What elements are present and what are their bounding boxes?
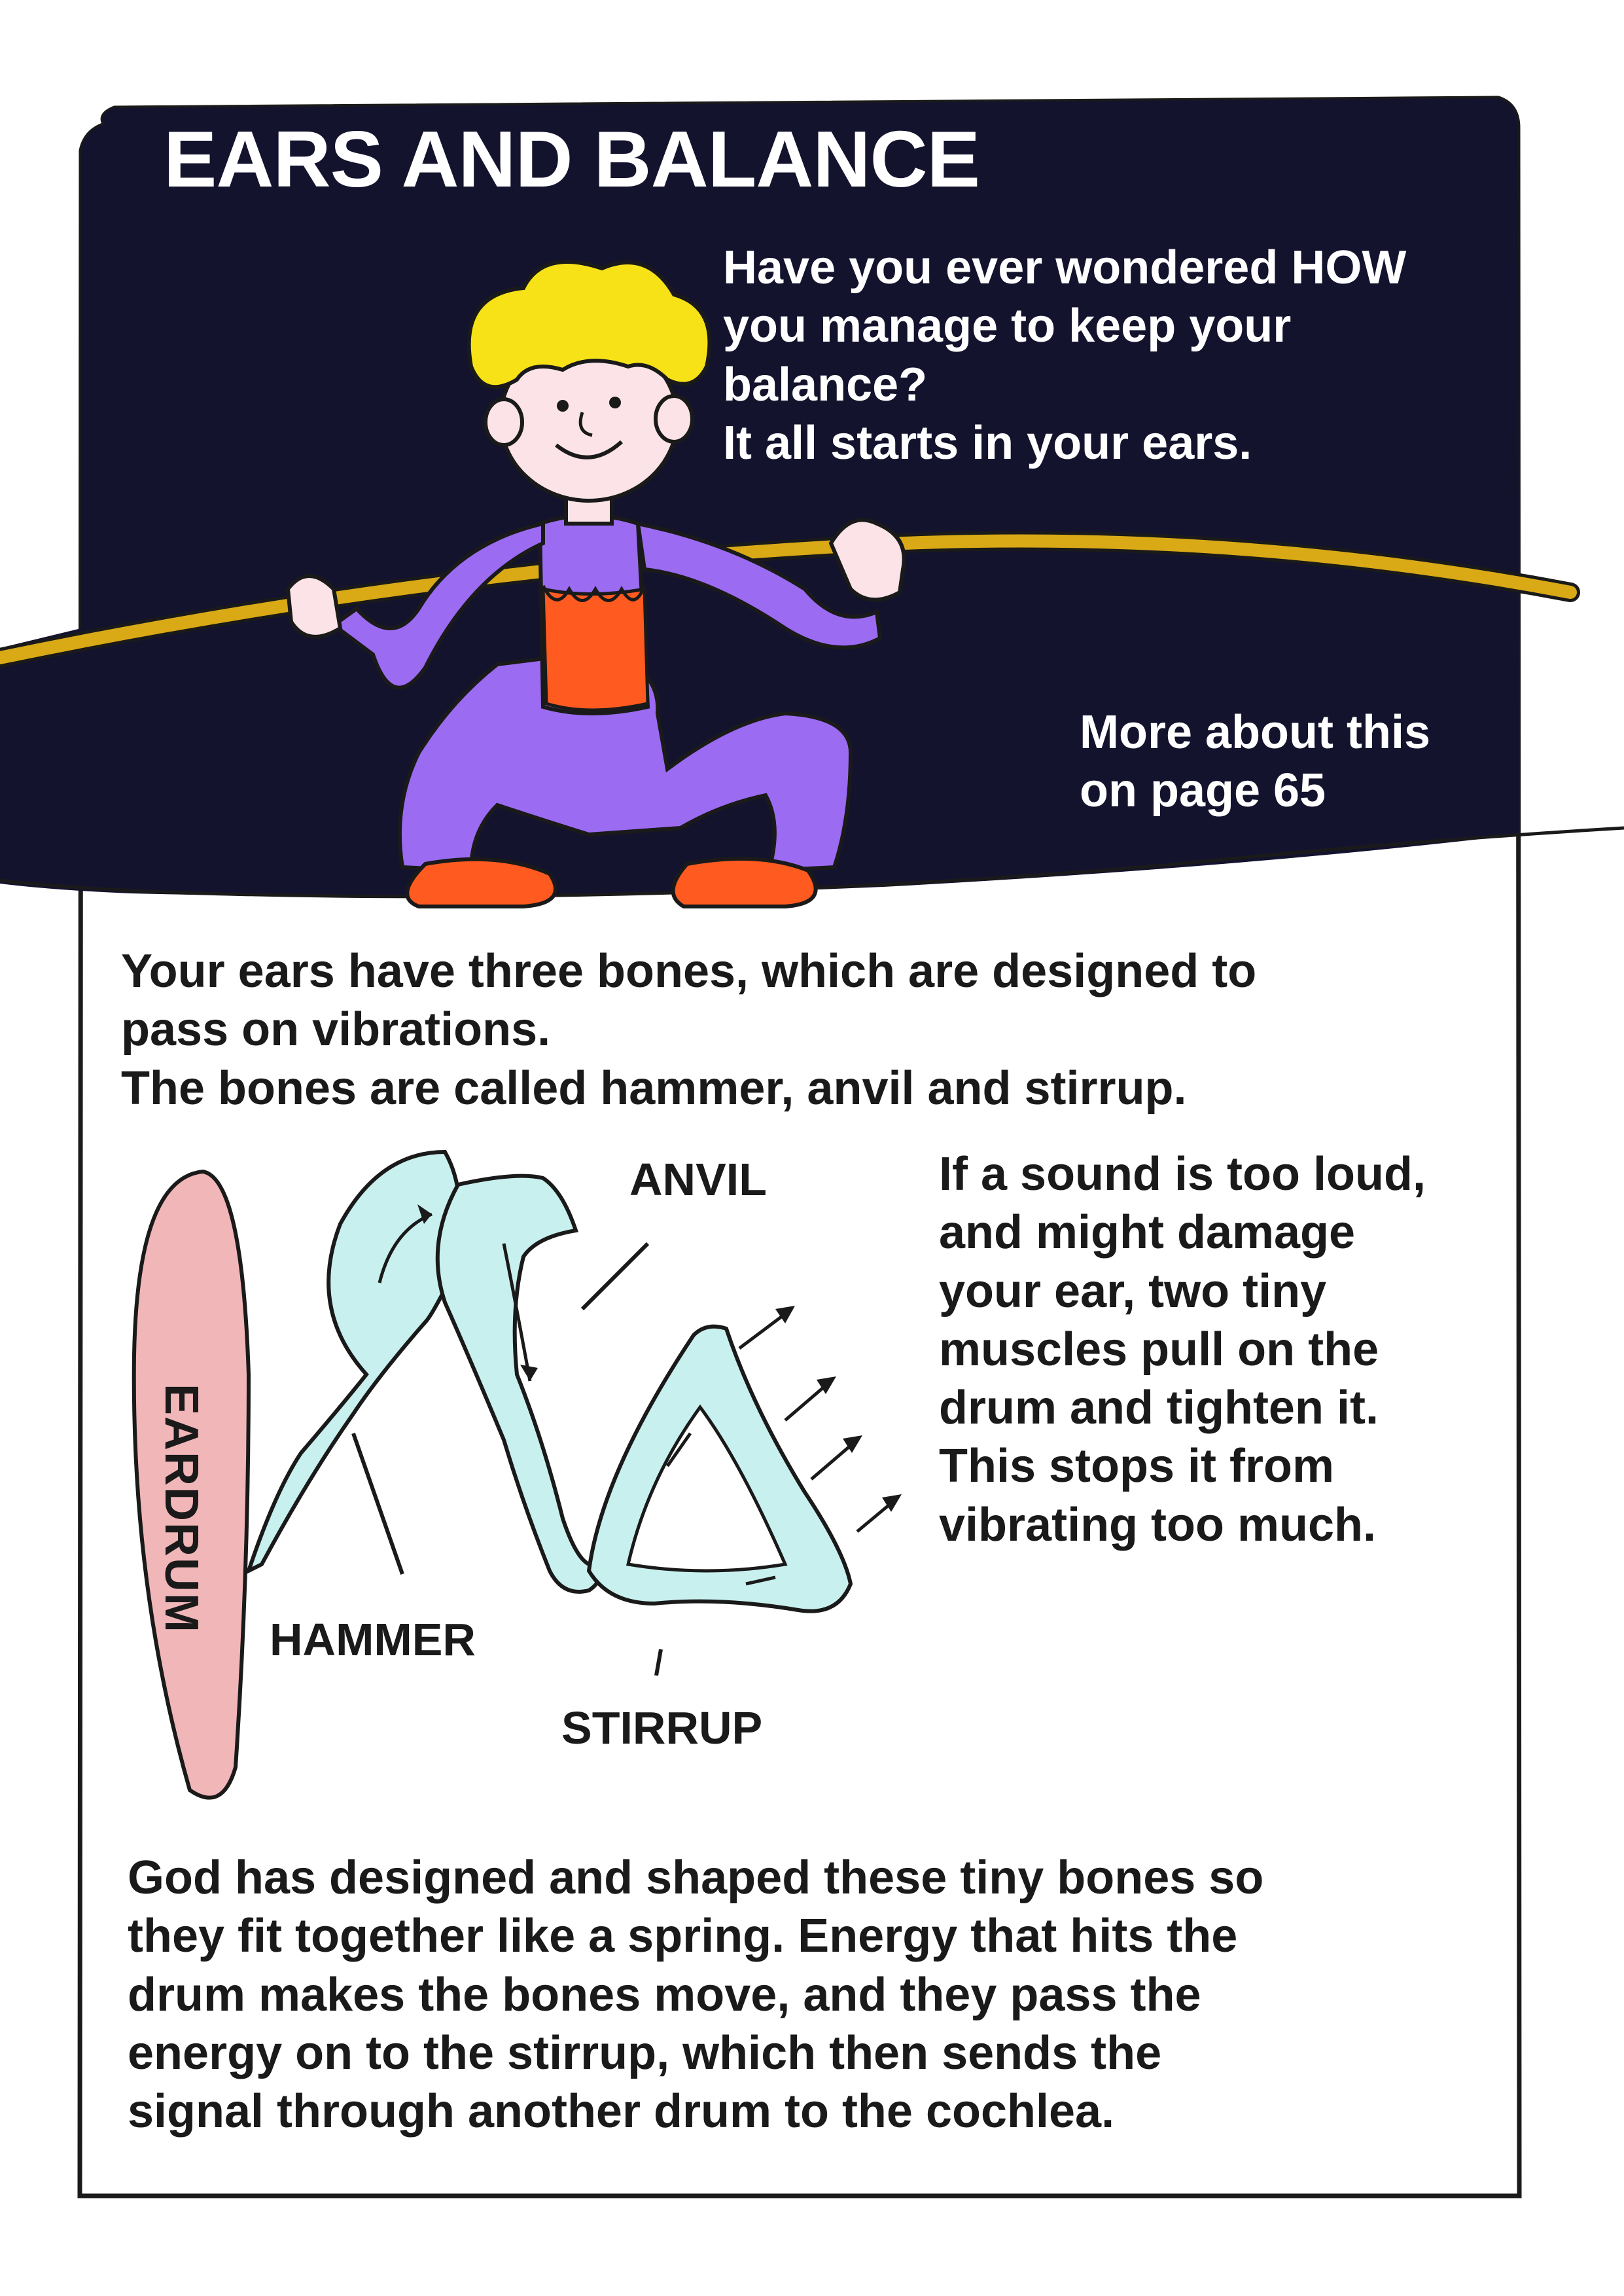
intro-text: Have you ever wondered HOW you manage to keep your balance? It all starts in your ears. bbox=[723, 242, 1407, 469]
design-paragraph: God has designed and shaped these tiny bones so they fit together like a spring. Energy that hits the drum makes the bones move, and they pass the energy on to the stirrup, which then sends the signal through another drum to the cochlea. bbox=[128, 1852, 1264, 2138]
anvil-label: ANVIL bbox=[629, 1154, 767, 1205]
stirrup-label: STIRRUP bbox=[561, 1702, 763, 1753]
page-title: EARS AND BALANCE bbox=[164, 115, 980, 204]
eardrum-label-box bbox=[129, 1371, 234, 1646]
bones-paragraph: Your ears have three bones, which are designed to pass on vibrations. The bones are called hammer, anvil and stirrup. bbox=[121, 945, 1257, 1115]
page-reference-text: More about this on page 65 bbox=[1080, 706, 1430, 817]
loud-sound-paragraph: If a sound is too loud, and might damage your ear, two tiny muscles pull on the drum and tighten it. This stops it from vibrating too much. bbox=[939, 1148, 1426, 1551]
eardrum-label: EARDRUM bbox=[155, 1384, 207, 1634]
hammer-label: HAMMER bbox=[270, 1614, 476, 1665]
